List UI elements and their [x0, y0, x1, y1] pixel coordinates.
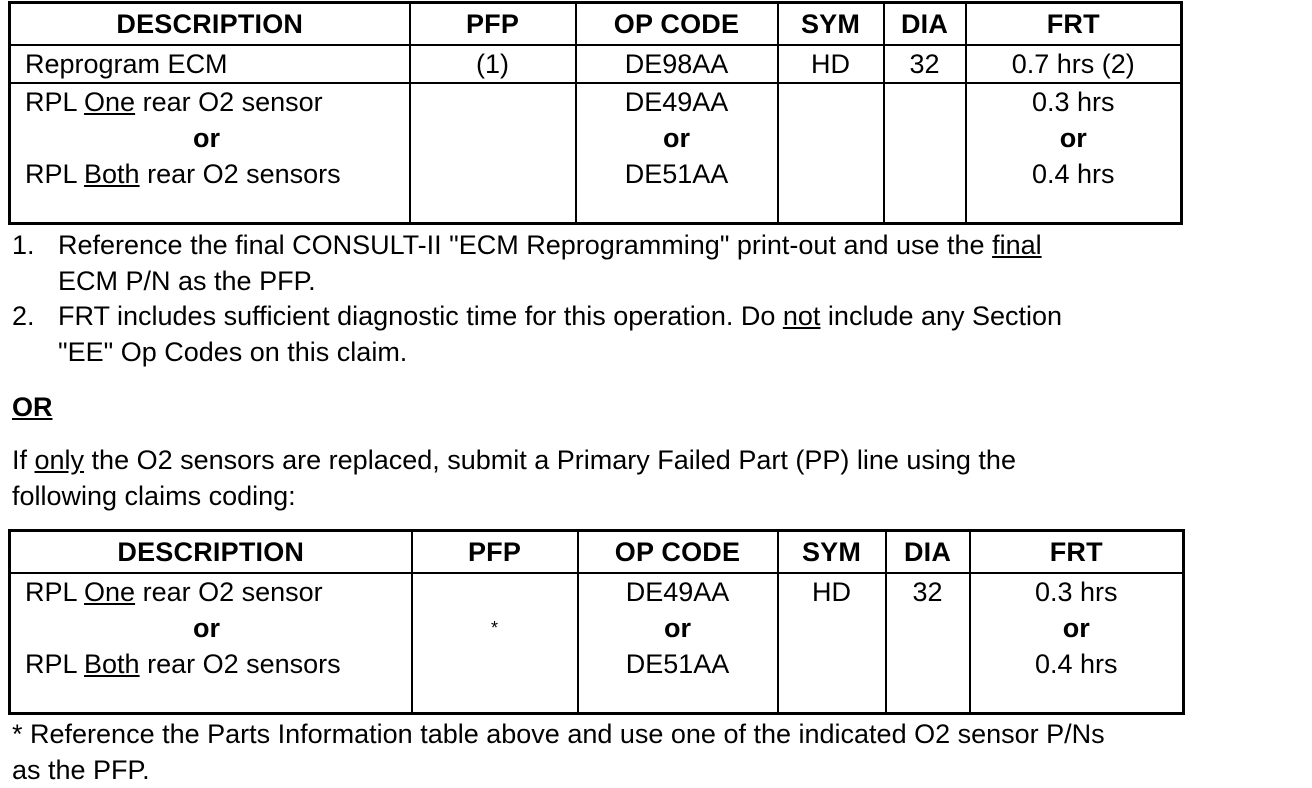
- header-op-code: OP CODE: [576, 3, 778, 46]
- frt-or: or: [1059, 123, 1087, 153]
- footnote-line-2: as the PFP.: [12, 755, 150, 785]
- frt-a: 0.3 hrs: [1031, 87, 1115, 117]
- note-1-line-1: [12, 227, 1042, 263]
- cell-pfp: (1): [410, 45, 576, 83]
- table-row: [10, 573, 1184, 713]
- cell-dia: [884, 83, 966, 223]
- desc-or: or: [193, 613, 220, 643]
- header-description: DESCRIPTION: [10, 3, 410, 46]
- cell-description: Reprogram ECM: [10, 45, 410, 83]
- desc-text: rear O2 sensor: [135, 577, 323, 607]
- cell-pfp: [410, 83, 576, 223]
- frt-b: 0.4 hrs: [1034, 649, 1118, 679]
- header-sym: SYM: [778, 531, 886, 574]
- op-code-a: DE49AA: [625, 577, 730, 607]
- op-code-or: or: [663, 123, 690, 153]
- frt-b: 0.4 hrs: [1031, 159, 1115, 189]
- header-pfp: PFP: [410, 3, 576, 46]
- header-dia: DIA: [884, 3, 966, 46]
- desc-line-both: [25, 156, 409, 192]
- paragraph-line-2: following claims coding:: [12, 481, 296, 511]
- desc-text: RPL: [25, 87, 85, 117]
- cell-sym: [778, 573, 886, 713]
- cell-op-code: [578, 573, 778, 713]
- header-dia: DIA: [886, 531, 970, 574]
- cell-frt: 0.7 hrs (2): [966, 45, 1182, 83]
- instruction-paragraph: [12, 442, 1016, 514]
- paragraph-line-1: [12, 442, 1016, 478]
- desc-or: or: [193, 123, 220, 153]
- paragraph-text: the O2 sensors are replaced, submit a Primary Failed Part (PP) line using the: [84, 445, 1016, 475]
- header-description: DESCRIPTION: [10, 531, 412, 574]
- desc-line-one: [25, 574, 411, 610]
- note-2-line-2: "EE" Op Codes on this claim.: [58, 337, 408, 367]
- footnote-line-1: * Reference the Parts Information table above and use one of the indicated O2 sensor P/Ns: [12, 719, 1105, 749]
- table-header-row: [10, 3, 1182, 46]
- header-pfp: PFP: [412, 531, 578, 574]
- table-row: [10, 83, 1182, 223]
- desc-text: rear O2 sensors: [139, 159, 341, 189]
- cell-op-code: DE98AA: [576, 45, 778, 83]
- desc-line-both: [25, 646, 411, 682]
- note-number: 1.: [12, 230, 35, 260]
- cell-sym: [778, 83, 884, 223]
- or-heading: OR: [12, 392, 53, 422]
- desc-text: RPL: [25, 159, 85, 189]
- op-code-a: DE49AA: [624, 87, 729, 117]
- op-code-b: DE51AA: [624, 159, 729, 189]
- note-text: include any Section: [820, 301, 1063, 331]
- note-1: [12, 227, 1042, 299]
- note-1-line-2: ECM P/N as the PFP.: [58, 266, 316, 296]
- paragraph-text: If: [12, 445, 35, 475]
- desc-text: rear O2 sensors: [139, 649, 341, 679]
- frt-a: 0.3 hrs: [1034, 577, 1118, 607]
- desc-text: RPL: [25, 649, 85, 679]
- note-text: FRT includes sufficient diagnostic time for this operation. Do: [58, 301, 783, 331]
- desc-text: rear O2 sensor: [135, 87, 323, 117]
- header-sym: SYM: [778, 3, 884, 46]
- sym-value: HD: [812, 577, 851, 607]
- cell-op-code: [576, 83, 778, 223]
- note-number: 2.: [12, 301, 35, 331]
- cell-sym: HD: [778, 45, 884, 83]
- desc-emphasis: One: [84, 87, 136, 117]
- desc-emphasis: Both: [84, 649, 140, 679]
- header-frt: FRT: [970, 531, 1184, 574]
- table-row: [10, 45, 1182, 83]
- op-code-or: or: [664, 613, 691, 643]
- table-header-row: [10, 531, 1184, 574]
- pfp-asterisk: *: [490, 618, 498, 638]
- desc-emphasis: One: [84, 577, 136, 607]
- paragraph-emphasis: only: [34, 445, 85, 475]
- dia-value: 32: [912, 577, 943, 607]
- cell-description: [10, 573, 412, 713]
- cell-frt: [966, 83, 1182, 223]
- note-2-line-1: [12, 298, 1062, 334]
- header-op-code: OP CODE: [578, 531, 778, 574]
- frt-or: or: [1062, 613, 1090, 643]
- note-text: Reference the final CONSULT-II "ECM Reprogramming" print-out and use the: [58, 230, 993, 260]
- note-emphasis: not: [782, 301, 821, 331]
- cell-dia: [886, 573, 970, 713]
- desc-text: RPL: [25, 577, 85, 607]
- op-code-b: DE51AA: [625, 649, 730, 679]
- note-emphasis: final: [992, 230, 1042, 260]
- desc-emphasis: Both: [84, 159, 140, 189]
- note-2: [12, 298, 1062, 370]
- header-frt: FRT: [966, 3, 1182, 46]
- footnote: [12, 716, 1105, 788]
- cell-pfp: [412, 573, 578, 713]
- cell-dia: 32: [884, 45, 966, 83]
- claims-table-reprogram: [8, 1, 1183, 225]
- claims-table-o2-sensor: [8, 529, 1185, 715]
- desc-line-one: [25, 84, 409, 120]
- cell-description: [10, 83, 410, 223]
- cell-frt: [970, 573, 1184, 713]
